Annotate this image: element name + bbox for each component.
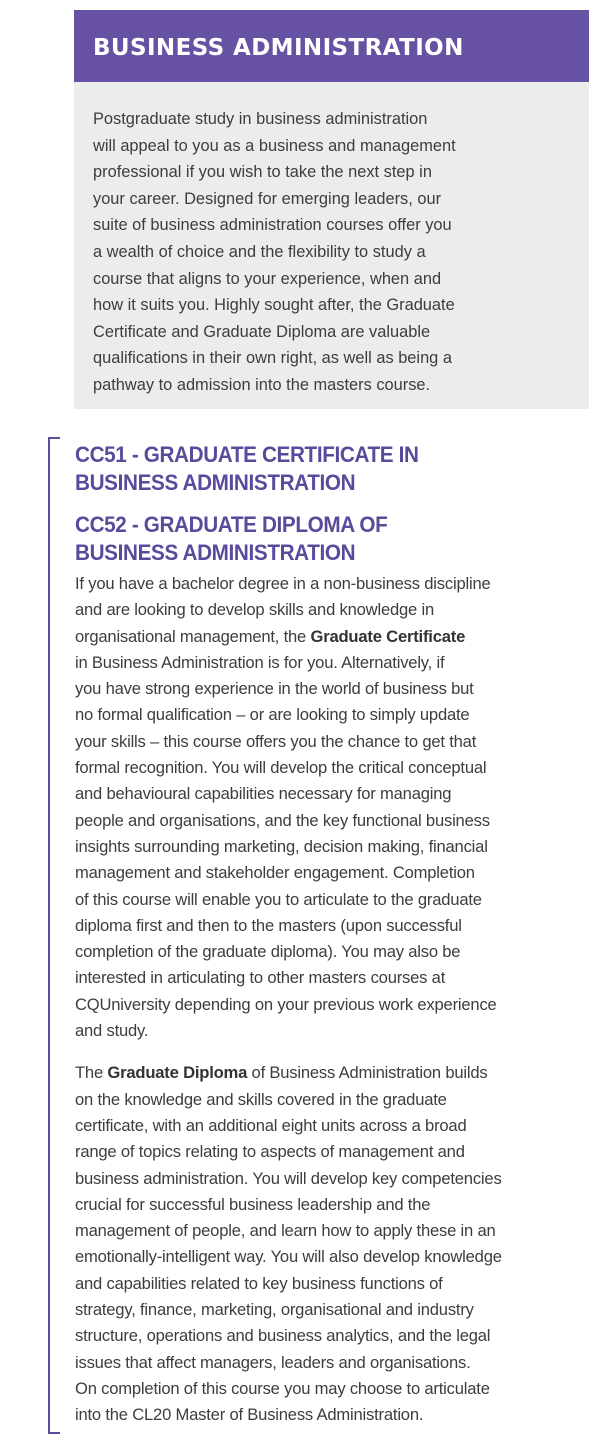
- text-segment: crucial for successful business leadership and the: [75, 1194, 431, 1214]
- text-segment: emotionally-intelligent way. You will also develop knowledge: [75, 1247, 502, 1267]
- text-line: [75, 1300, 474, 1319]
- text-segment: interested in articulating to other masters courses at: [75, 968, 446, 988]
- text-line: [75, 705, 469, 724]
- text-segment: CQUniversity depending on your previous work experience: [75, 994, 497, 1014]
- text-segment: completion of the graduate diploma). You may also be: [75, 942, 461, 962]
- bold-text: Graduate Diploma: [107, 1063, 248, 1083]
- text-line: [75, 890, 482, 909]
- text-segment: no formal qualification – or are looking to simply update: [75, 705, 470, 725]
- text-segment: you have strong experience in the world of business but: [75, 679, 474, 699]
- text-segment: in Business Administration is for you. Alternatively, if: [75, 652, 445, 672]
- course-heading-cc52-line2: BUSINESS ADMINISTRATION: [75, 540, 356, 565]
- text-line: [75, 1405, 423, 1424]
- text-line: [75, 1021, 148, 1040]
- text-line: how it suits you. Highly sought after, the Graduate: [93, 296, 455, 315]
- graduate-certificate-paragraph: [75, 571, 593, 1044]
- text-line: [75, 653, 444, 672]
- text-segment: business administration. You will develop key competencies: [75, 1168, 502, 1188]
- text-segment: issues that affect managers, leaders and organisations.: [75, 1352, 471, 1372]
- text-segment: organisational management, the: [75, 626, 311, 646]
- text-line: [75, 1221, 496, 1240]
- text-line: [75, 679, 474, 698]
- text-segment: strategy, finance, marketing, organisational and industry: [75, 1300, 474, 1320]
- text-line: [75, 1353, 470, 1372]
- text-segment: your skills – this course offers you the chance to get that: [75, 731, 477, 751]
- text-line: will appeal to you as a business and management: [93, 136, 456, 155]
- course-bracket: [48, 437, 60, 1434]
- text-line: [75, 784, 451, 803]
- text-segment: management and stakeholder engagement. Completion: [75, 863, 475, 883]
- course-heading-cc52-line1: CC52 - GRADUATE DIPLOMA OF: [75, 512, 388, 537]
- text-segment: If you have a bachelor degree in a non-business discipline: [75, 574, 491, 593]
- bold-text: Graduate Certificate: [310, 626, 466, 646]
- text-line: [75, 732, 476, 751]
- course-section: [75, 441, 593, 1429]
- text-line: pathway to admission into the masters course.: [93, 375, 431, 394]
- text-line: [75, 600, 434, 619]
- text-segment: management of people, and learn how to apply these in an: [75, 1221, 496, 1241]
- text-segment: structure, operations and business analytics, and the legal: [75, 1326, 491, 1346]
- text-segment: and are looking to develop skills and knowledge in: [75, 600, 434, 620]
- intro-paragraph: [93, 106, 569, 399]
- text-line: your career. Designed for emerging leaders, our: [93, 189, 442, 208]
- text-line: [75, 995, 497, 1014]
- course-heading-cc51-line2: BUSINESS ADMINISTRATION: [75, 470, 356, 495]
- text-segment: of this course will enable you to articulate to the graduate: [75, 889, 482, 909]
- text-line: [75, 968, 445, 987]
- intro-box: [74, 82, 589, 409]
- text-line: professional if you wish to take the next step in: [93, 163, 432, 182]
- text-line: [75, 627, 465, 646]
- text-line: [75, 1090, 447, 1109]
- text-segment: and behavioural capabilities necessary for managing: [75, 784, 452, 804]
- text-line: [75, 837, 488, 856]
- text-segment: on the knowledge and skills covered in the graduate: [75, 1089, 447, 1109]
- text-line: [75, 1326, 490, 1345]
- text-line: Certificate and Graduate Diploma are valuable: [93, 322, 431, 341]
- text-line: [75, 1142, 465, 1161]
- course-heading-cc52: [75, 511, 552, 567]
- text-line: [75, 863, 475, 882]
- text-segment: and capabilities related to key business functions of: [75, 1273, 443, 1293]
- course-heading-cc51: [75, 441, 552, 497]
- text-line: [75, 916, 462, 935]
- text-segment: range of topics relating to aspects of management and: [75, 1142, 465, 1162]
- text-line: a wealth of choice and the flexibility to study a: [93, 242, 426, 261]
- course-heading-cc51-line1: CC51 - GRADUATE CERTIFICATE IN: [75, 442, 419, 467]
- text-segment: The: [75, 1063, 108, 1083]
- text-line: [75, 1169, 502, 1188]
- text-segment: insights surrounding marketing, decision making, financial: [75, 836, 488, 856]
- text-segment: of Business Administration builds: [247, 1063, 488, 1083]
- text-line: Postgraduate study in business administration: [93, 110, 428, 128]
- text-segment: certificate, with an additional eight units across a broad: [75, 1115, 467, 1135]
- text-line: [75, 574, 491, 593]
- section-title: BUSINESS ADMINISTRATION: [93, 35, 464, 61]
- text-line: course that aligns to your experience, when and: [93, 269, 442, 288]
- text-line: qualifications in their own right, as well as being a: [93, 349, 452, 368]
- text-line: [75, 1063, 488, 1082]
- graduate-diploma-paragraph: [75, 1060, 593, 1428]
- text-segment: and study.: [75, 1021, 149, 1041]
- text-segment: formal recognition. You will develop the critical conceptual: [75, 758, 487, 778]
- text-line: [75, 1116, 467, 1135]
- text-segment: people and organisations, and the key functional business: [75, 810, 490, 830]
- section-banner: [74, 10, 589, 82]
- text-line: [75, 1274, 443, 1293]
- text-segment: diploma first and then to the masters (upon successful: [75, 915, 462, 935]
- text-segment: On completion of this course you may choose to articulate: [75, 1378, 490, 1398]
- text-segment: into the CL20 Master of Business Administration.: [75, 1405, 424, 1425]
- text-line: [75, 1247, 502, 1266]
- text-line: [75, 1195, 430, 1214]
- text-line: suite of business administration courses offer you: [93, 216, 452, 235]
- text-line: [75, 811, 490, 830]
- text-line: [75, 942, 460, 961]
- text-line: [75, 758, 486, 777]
- text-line: [75, 1379, 490, 1398]
